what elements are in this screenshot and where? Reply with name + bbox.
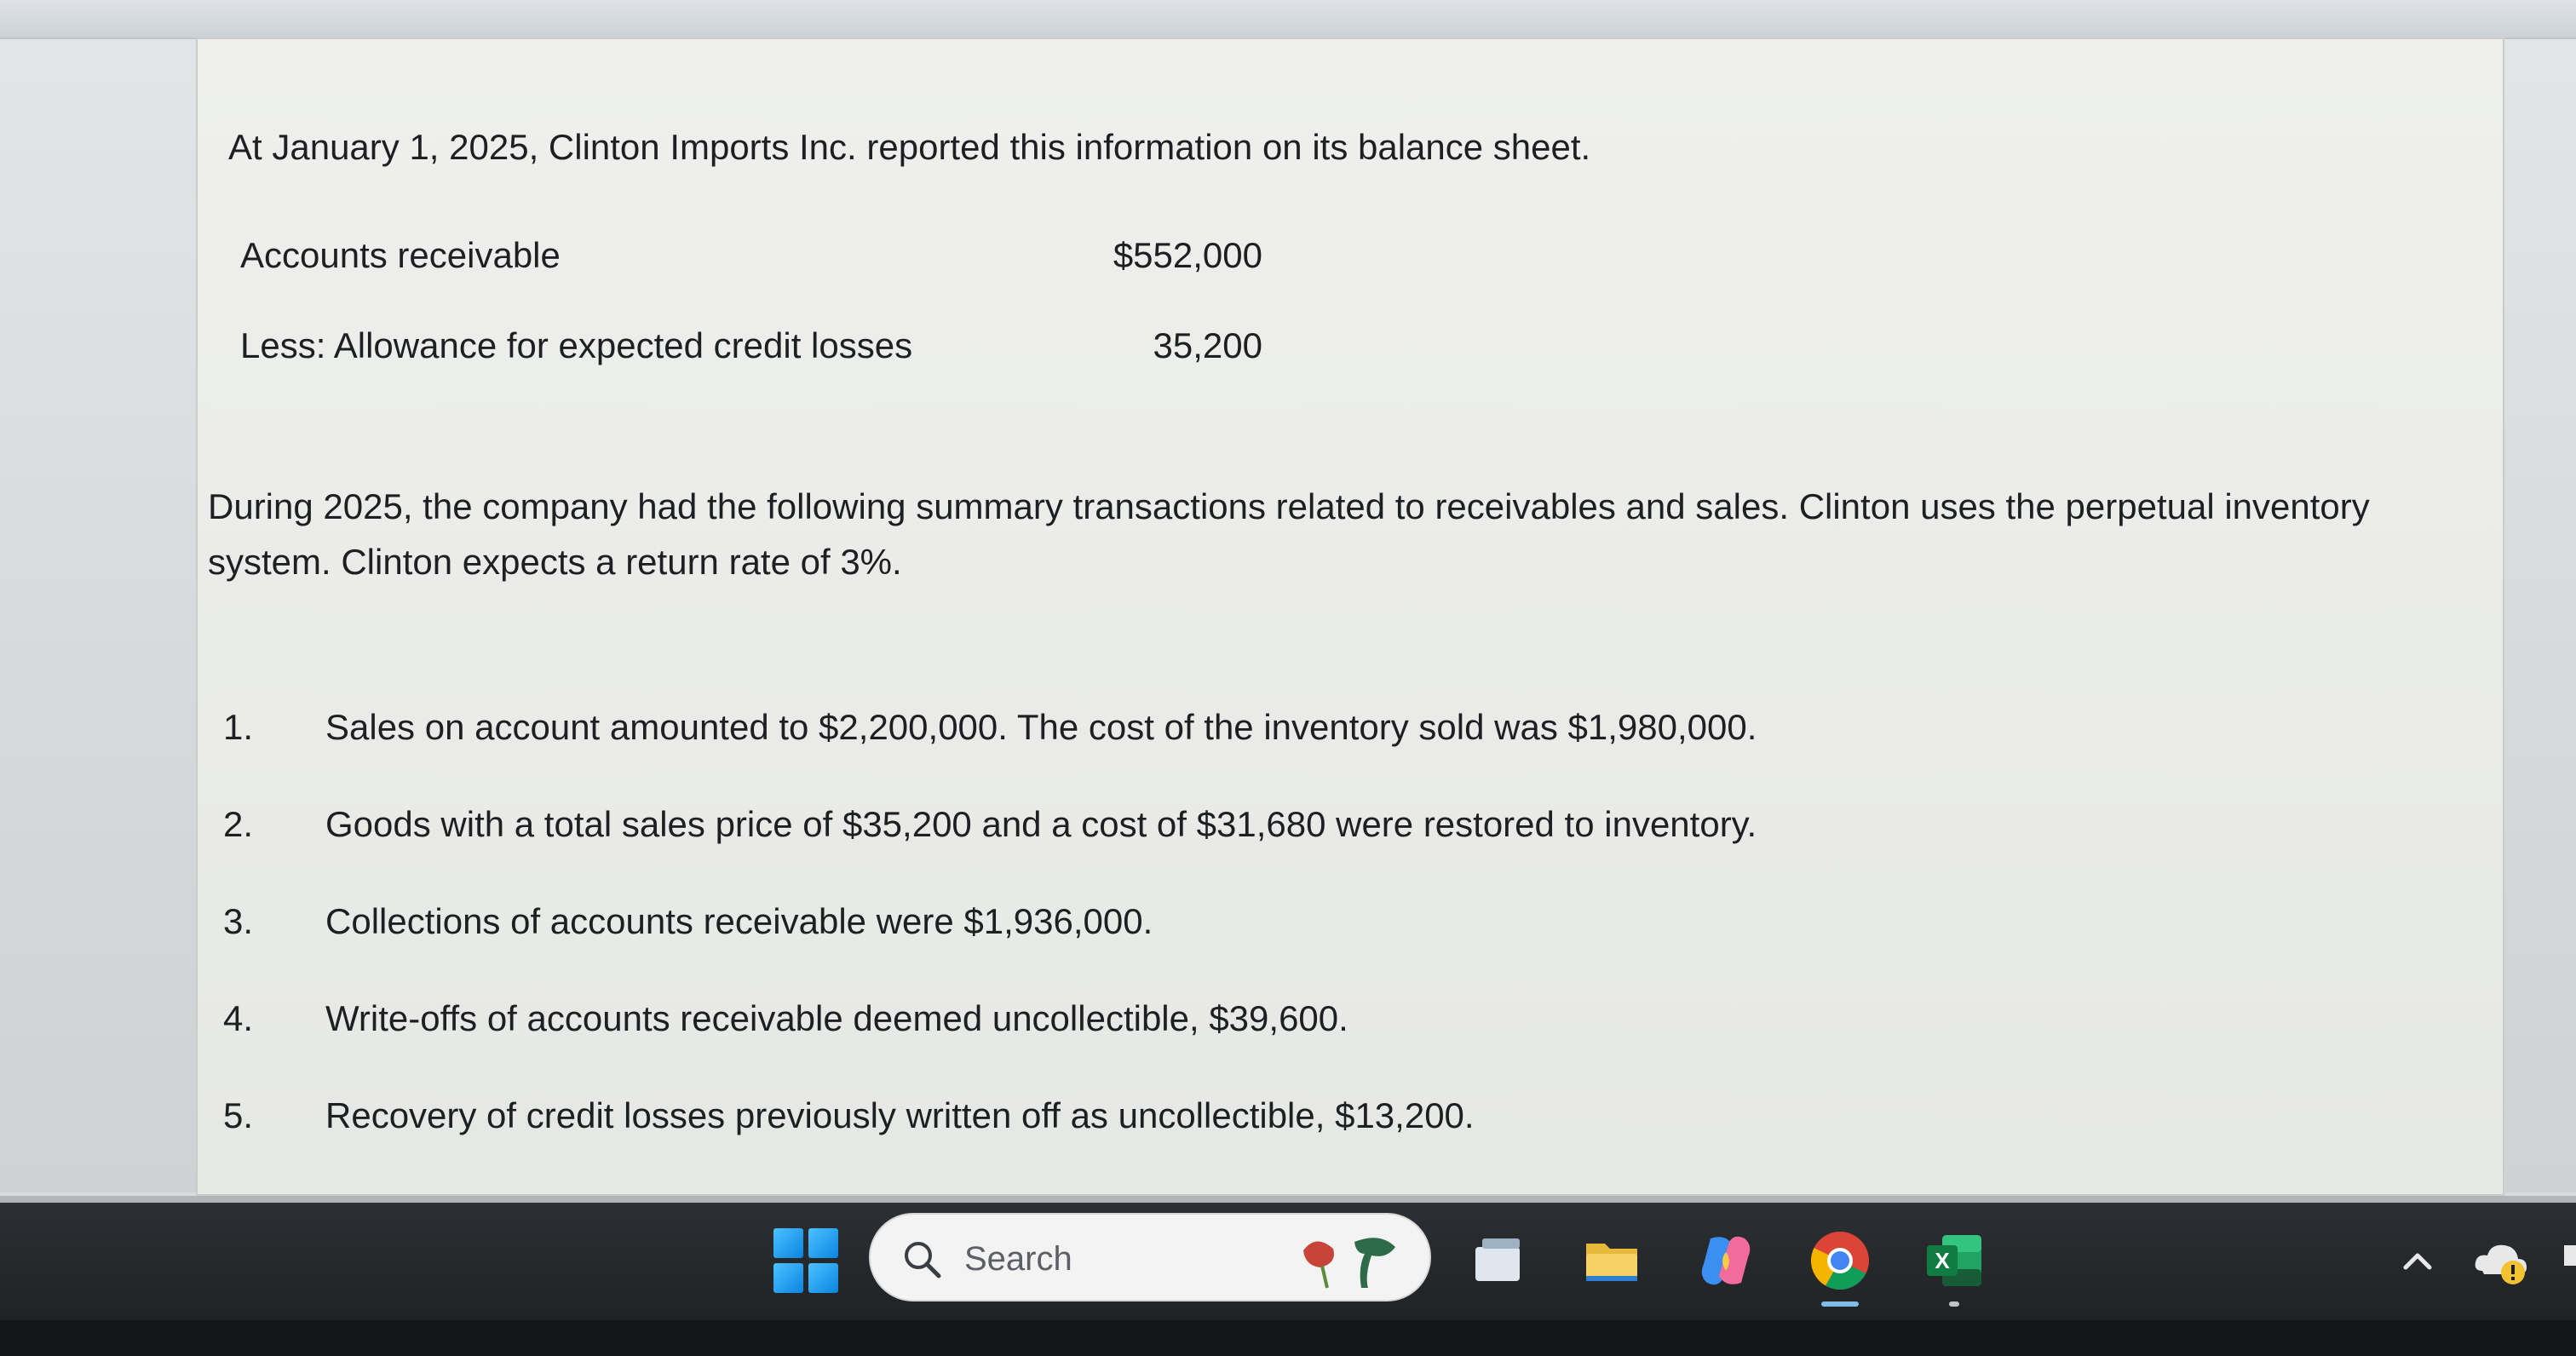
balance-label: Less: Allowance for expected credit losses bbox=[240, 325, 913, 365]
windows-logo-icon[interactable] bbox=[773, 1228, 838, 1293]
copilot-icon[interactable] bbox=[1692, 1227, 1760, 1295]
taskbar bbox=[0, 1203, 2576, 1320]
transaction-item bbox=[198, 881, 2412, 978]
transaction-item bbox=[198, 978, 2412, 1075]
transaction-number: 4. bbox=[223, 998, 254, 1038]
transaction-item bbox=[198, 784, 2412, 881]
chrome-icon[interactable] bbox=[1806, 1227, 1874, 1295]
clock-edge bbox=[2564, 1245, 2576, 1266]
search-highlight-icon bbox=[1286, 1225, 1414, 1293]
running-indicator bbox=[1949, 1301, 1959, 1307]
transaction-item bbox=[198, 1075, 2412, 1172]
transaction-text: Collections of accounts receivable were $1,936,000. bbox=[325, 901, 1153, 941]
problem-panel bbox=[196, 37, 2504, 1196]
browser-top-edge bbox=[0, 0, 2576, 39]
problem-context: During 2025, the company had the following summary transactions related to receivables and sales. Clinton uses the perpetual inventory system. Clinton expects a return rate of 3%. bbox=[208, 486, 2370, 583]
balance-amount: 35,200 bbox=[1153, 325, 1262, 365]
transaction-number: 5. bbox=[223, 1095, 254, 1135]
transaction-number: 3. bbox=[223, 901, 254, 941]
transaction-item bbox=[198, 687, 2412, 784]
excel-letter: X bbox=[1935, 1248, 1950, 1273]
file-explorer-icon[interactable] bbox=[1578, 1227, 1646, 1295]
problem-intro: At January 1, 2025, Clinton Imports Inc. reported this information on its balance sheet. bbox=[228, 127, 1591, 167]
chevron-up-icon[interactable] bbox=[2394, 1237, 2441, 1284]
screen-edge bbox=[0, 1196, 2576, 1203]
screen-bezel bbox=[0, 1320, 2576, 1356]
transaction-text: Recovery of credit losses previously written off as uncollectible, $13,200. bbox=[325, 1095, 1475, 1135]
transaction-text: Goods with a total sales price of $35,200 and a cost of $31,680 were restored to inventory. bbox=[325, 804, 1757, 844]
onedrive-warning-icon[interactable] bbox=[2470, 1233, 2532, 1288]
transaction-text: Write-offs of accounts receivable deemed uncollectible, $39,600. bbox=[325, 998, 1348, 1038]
search-icon bbox=[900, 1237, 944, 1281]
task-view-icon[interactable] bbox=[1463, 1227, 1532, 1295]
excel-icon[interactable] bbox=[1920, 1227, 1988, 1295]
transaction-number: 2. bbox=[223, 804, 254, 844]
transaction-number: 1. bbox=[223, 707, 254, 747]
running-indicator bbox=[1821, 1301, 1859, 1307]
balance-label: Accounts receivable bbox=[240, 235, 561, 275]
balance-row-accounts-receivable bbox=[240, 235, 1262, 286]
transaction-text: Sales on account amounted to $2,200,000. The cost of the inventory sold was $1,980,000. bbox=[325, 707, 1757, 747]
search-placeholder: Search bbox=[964, 1240, 1072, 1278]
balance-row-allowance bbox=[240, 325, 1262, 376]
taskbar-search-box[interactable] bbox=[869, 1213, 1431, 1301]
transaction-list bbox=[198, 687, 2412, 1172]
balance-amount: $552,000 bbox=[1113, 235, 1262, 275]
